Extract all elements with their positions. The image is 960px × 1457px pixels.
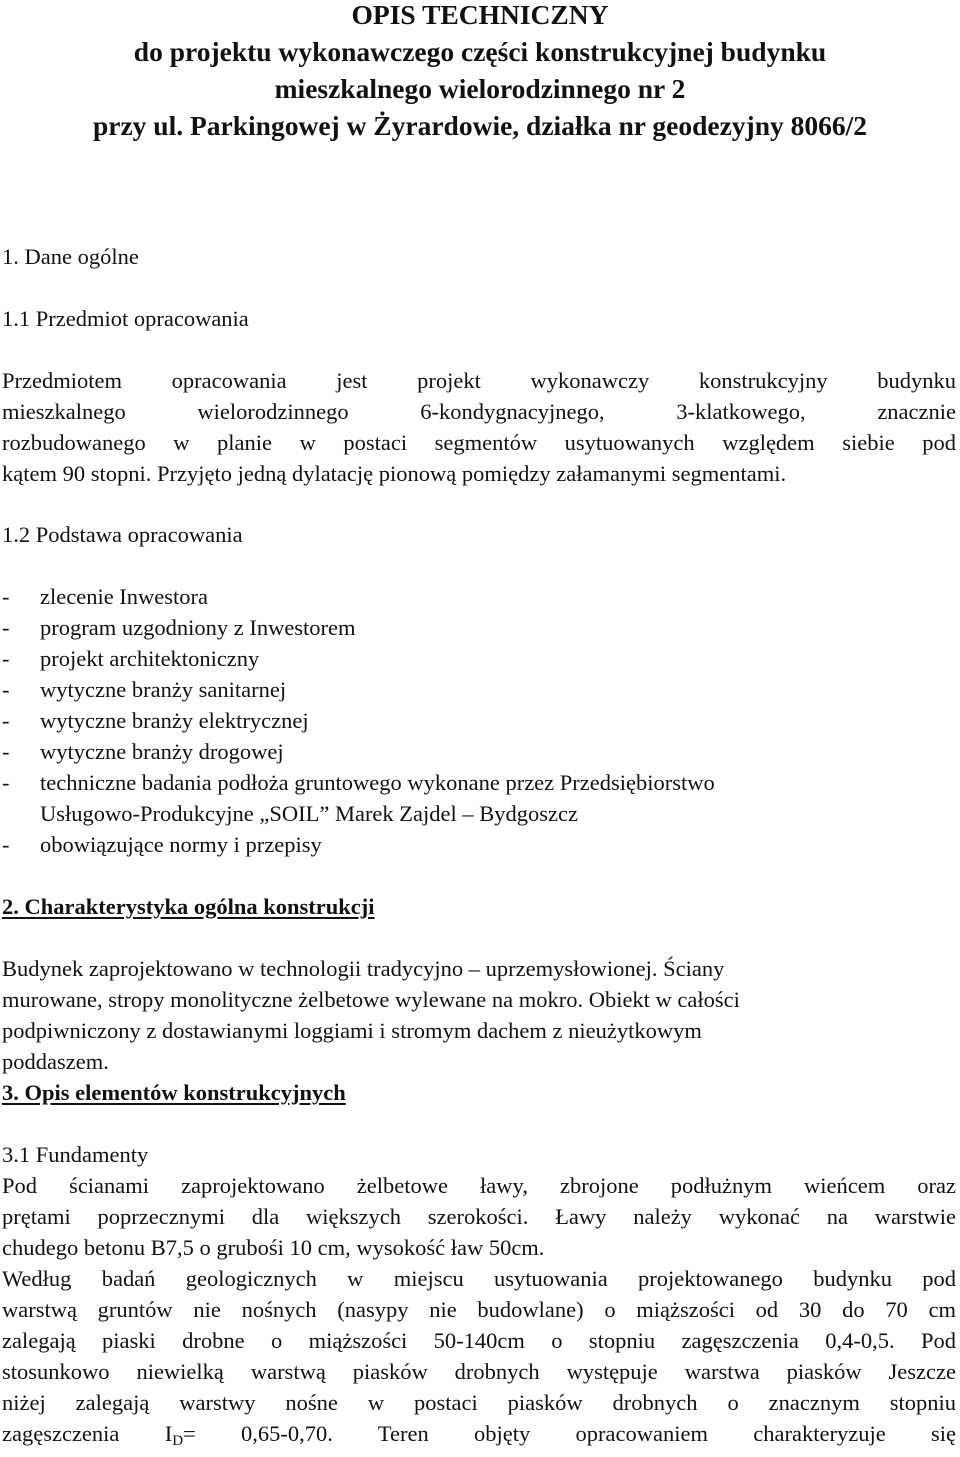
paragraph-line: Przedmiotem opracowania jest projekt wykonawczy konstrukcyjny budynku bbox=[2, 368, 956, 393]
list-item-continuation: Usługowo-Produkcyjne „SOIL” Marek Zajdel – Bydgoszcz bbox=[40, 801, 578, 826]
list-item bbox=[2, 643, 956, 674]
dash-bullet: - bbox=[2, 677, 10, 702]
dash-bullet: - bbox=[2, 832, 10, 857]
paragraph-line: Pod ścianami zaprojektowano żelbetowe ławy, zbrojone podłużnym wieńcem oraz bbox=[2, 1173, 956, 1198]
list-item-text: wytyczne branży sanitarnej bbox=[40, 677, 287, 702]
dash-bullet: - bbox=[2, 739, 10, 764]
dash-bullet: - bbox=[2, 615, 10, 640]
paragraph-line: stosunkowo niewielką warstwą piasków drobnych występuje warstwa piasków Jeszcze bbox=[2, 1359, 956, 1384]
list-item-text: obowiązujące normy i przepisy bbox=[40, 832, 322, 857]
list-item-text: wytyczne branży drogowej bbox=[40, 739, 284, 764]
list-item-text: program uzgodniony z Inwestorem bbox=[40, 615, 356, 640]
subsection-1-1-heading: 1.1 Przedmiot opracowania bbox=[2, 306, 249, 331]
list-item-text: projekt architektoniczny bbox=[40, 646, 260, 671]
paragraph-line: murowane, stropy monolityczne żelbetowe wylewane na mokro. Obiekt w całości bbox=[2, 987, 740, 1012]
paragraph-line: poddaszem. bbox=[2, 1049, 109, 1074]
title-line-4: przy ul. Parkingowej w Żyrardowie, działka nr geodezyjny 8066/2 bbox=[92, 110, 868, 141]
paragraph-line: rozbudowanego w planie w postaci segmentów usytuowanych względem siebie pod bbox=[2, 430, 956, 455]
subsection-1-2-heading: 1.2 Podstawa opracowania bbox=[2, 522, 243, 547]
list-item-text: wytyczne branży elektrycznej bbox=[40, 708, 309, 733]
paragraph-line: warstwą gruntów nie nośnych (nasypy nie budowlane) o miąższości od 30 do 70 cm bbox=[2, 1297, 956, 1322]
paragraph-line: Budynek zaprojektowano w technologii tradycyjno – uprzemysłowionej. Ściany bbox=[2, 956, 725, 981]
list-item bbox=[2, 581, 956, 612]
subsection-3-1-heading: 3.1 Fundamenty bbox=[2, 1142, 149, 1167]
foundations-paragraph-1 bbox=[2, 1170, 956, 1263]
list-item-text: zlecenie Inwestora bbox=[40, 584, 209, 609]
section-1-heading: 1. Dane ogólne bbox=[2, 244, 139, 269]
dash-bullet: - bbox=[2, 770, 10, 795]
paragraph-line: chudego betonu B7,5 o grubośi 10 cm, wysokość ław 50cm. bbox=[2, 1235, 545, 1260]
section-2-paragraph bbox=[2, 953, 956, 1077]
paragraph-line-last bbox=[2, 1418, 956, 1457]
subsection-1-1-paragraph bbox=[2, 365, 956, 489]
section-2-heading: 2. Charakterystyka ogólna konstrukcji bbox=[2, 894, 375, 919]
text-segment: zagęszczenia I bbox=[2, 1421, 173, 1446]
dash-bullet: - bbox=[2, 708, 10, 733]
basis-list bbox=[2, 581, 956, 860]
paragraph-line: mieszkalnego wielorodzinnego 6-kondygnacyjnego, 3-klatkowego, znacznie bbox=[2, 399, 956, 424]
document-title bbox=[0, 0, 960, 144]
list-item bbox=[2, 736, 956, 767]
paragraph-line: podpiwniczony z dostawianymi loggiami i stromym dachem z nieużytkowym bbox=[2, 1018, 702, 1043]
title-line-1: OPIS TECHNICZNY bbox=[351, 0, 609, 30]
dash-bullet: - bbox=[2, 584, 10, 609]
paragraph-line: zalegają piaski drobne o miąższości 50-140cm o stopniu zagęszczenia 0,4-0,5. Pod bbox=[2, 1328, 956, 1353]
dash-bullet: - bbox=[2, 646, 10, 671]
title-line-2: do projektu wykonawczego części konstrukcyjnej budynku bbox=[133, 36, 827, 67]
list-item bbox=[2, 705, 956, 736]
title-line-3: mieszkalnego wielorodzinnego nr 2 bbox=[274, 73, 686, 104]
list-item bbox=[2, 767, 956, 829]
list-item bbox=[2, 612, 956, 643]
subscript: D bbox=[172, 1433, 184, 1449]
paragraph-line: kątem 90 stopni. Przyjęto jedną dylatację pionową pomiędzy załamanymi segmentami. bbox=[2, 461, 787, 486]
paragraph-line: prętami poprzecznymi dla większych szerokości. Ławy należy wykonać na warstwie bbox=[2, 1204, 956, 1229]
list-item bbox=[2, 829, 956, 860]
paragraph-line: niżej zalegają warstwy nośne w postaci piasków drobnych o znacznym stopniu bbox=[2, 1390, 956, 1415]
list-item-text: techniczne badania podłoża gruntowego wykonane przez Przedsiębiorstwo bbox=[40, 770, 715, 795]
list-item bbox=[2, 674, 956, 705]
foundations-paragraph-2 bbox=[2, 1263, 956, 1457]
text-segment: = 0,65-0,70. Teren objęty opracowaniem charakteryzuje się bbox=[183, 1421, 956, 1446]
paragraph-line: Według badań geologicznych w miejscu usytuowania projektowanego budynku pod bbox=[2, 1266, 956, 1291]
section-3-heading: 3. Opis elementów konstrukcyjnych bbox=[2, 1080, 346, 1105]
